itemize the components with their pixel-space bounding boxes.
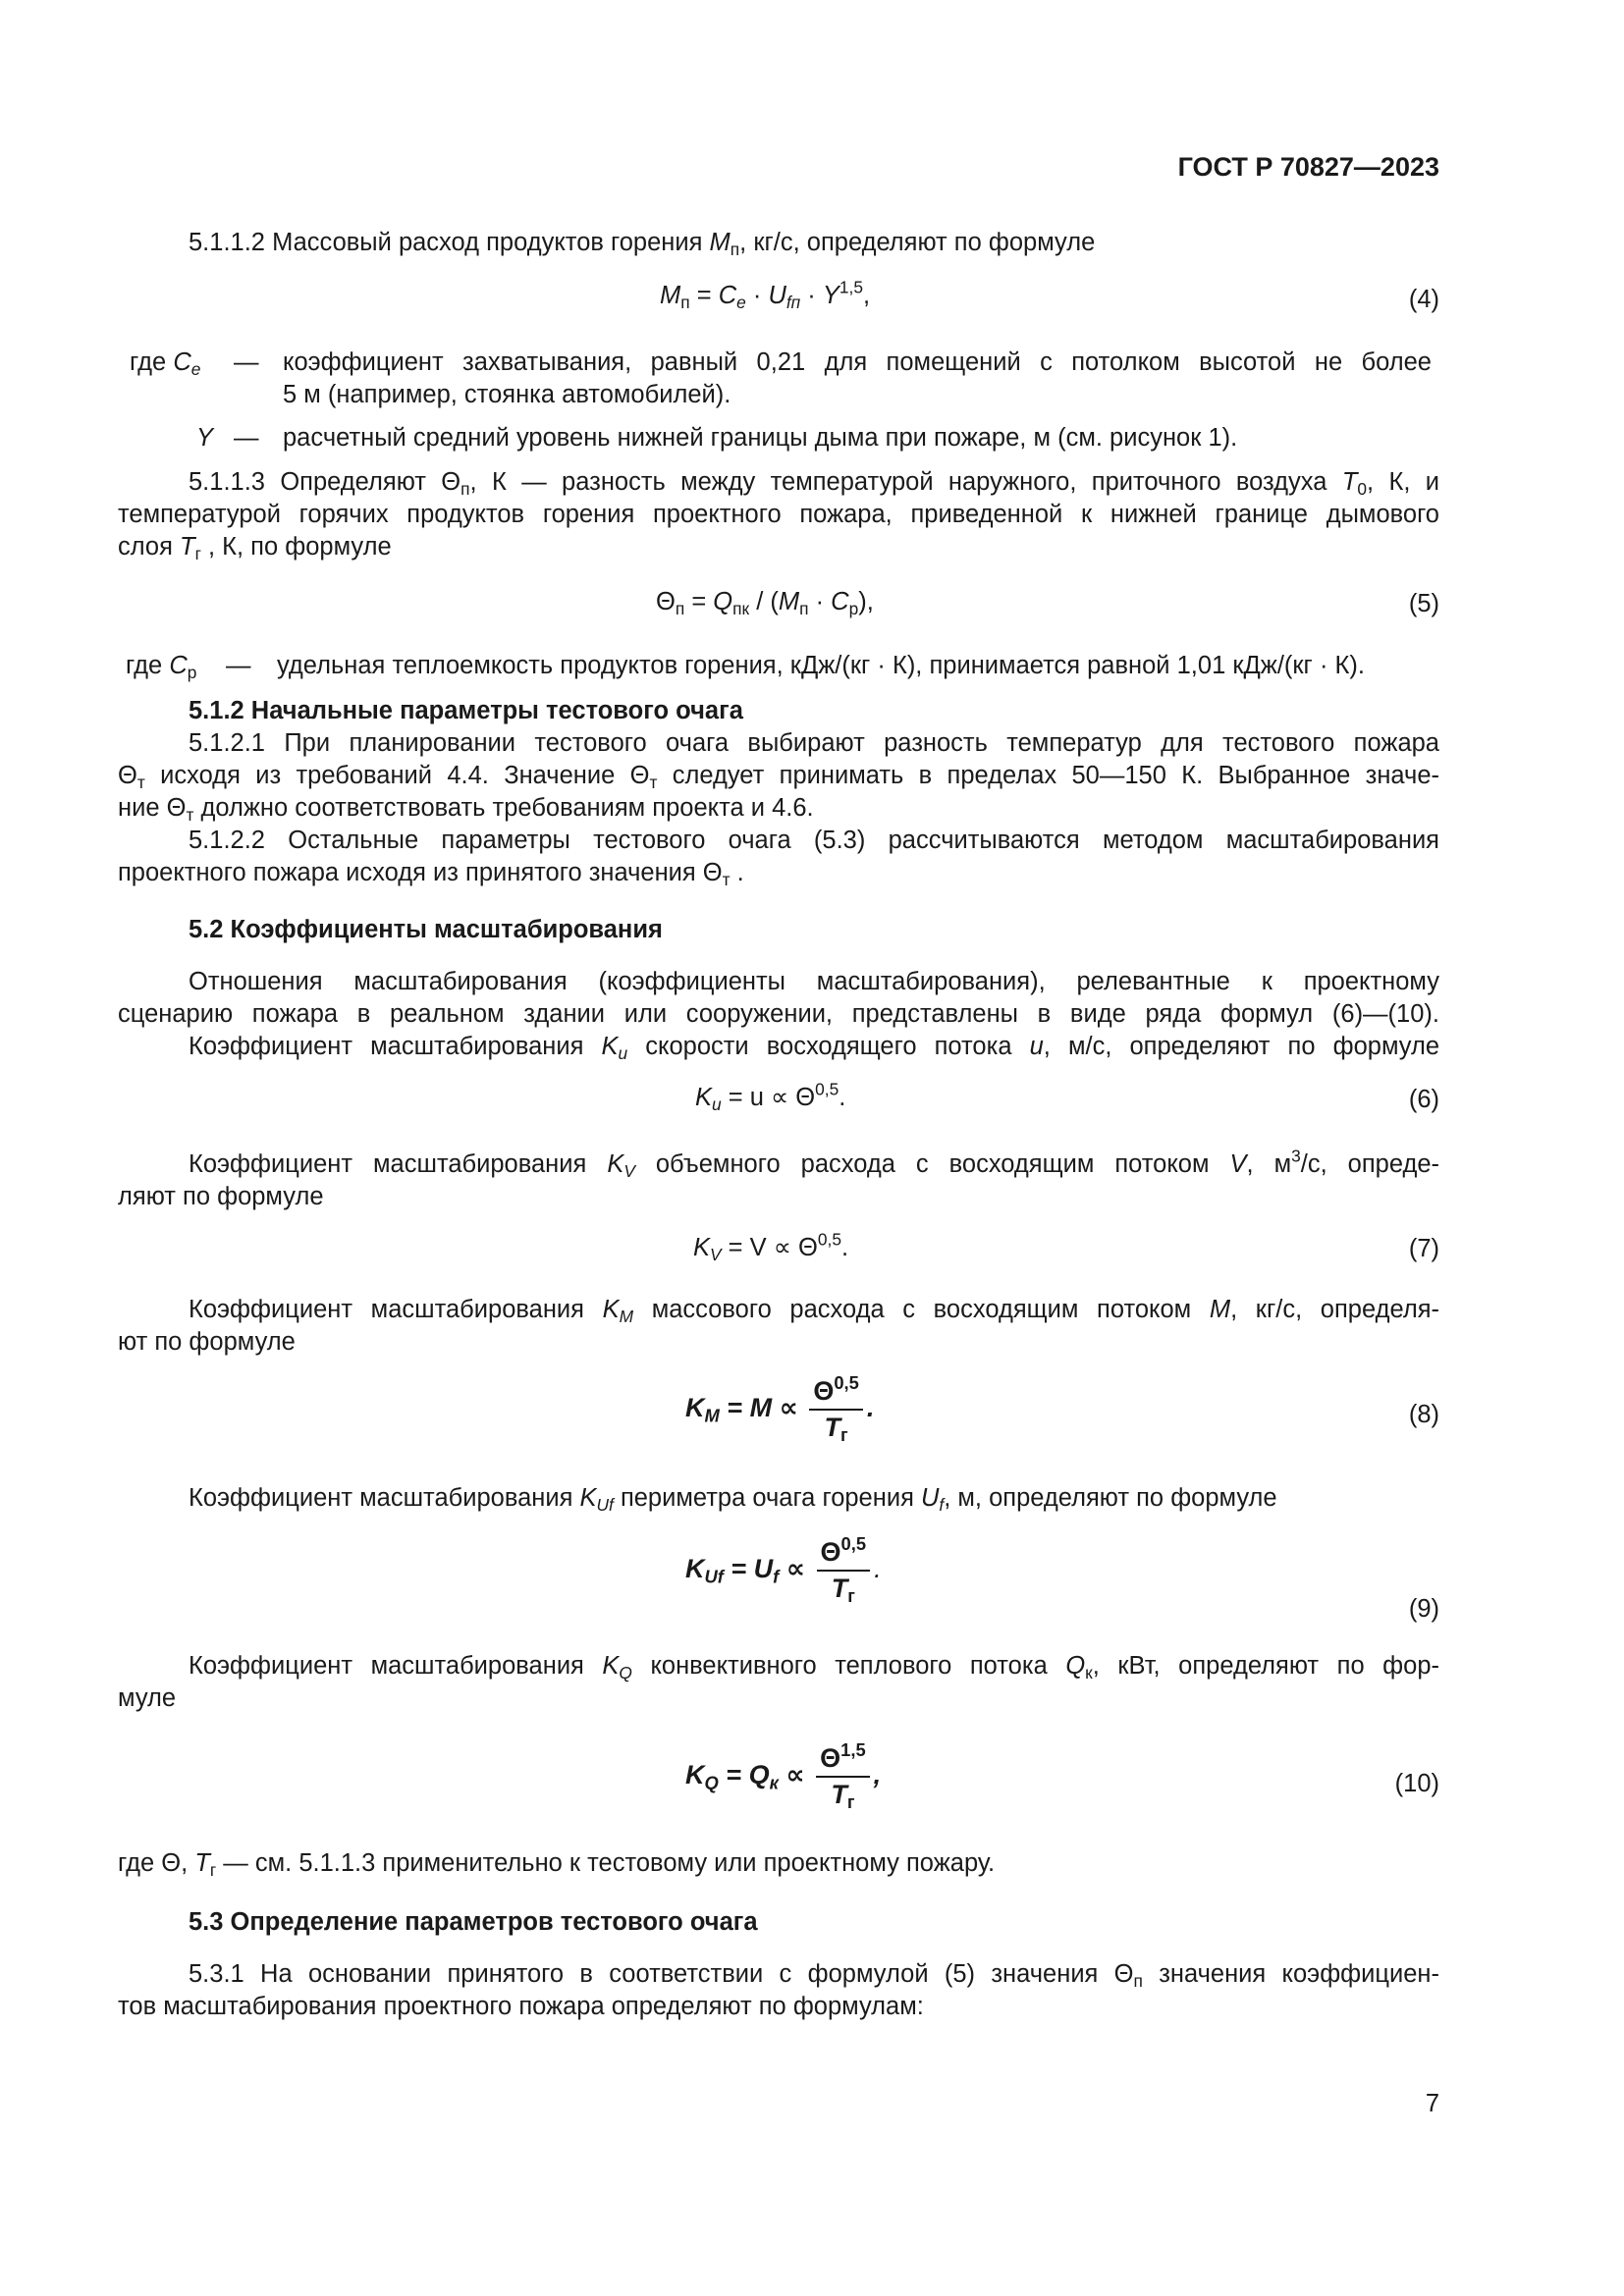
- where-ce-dash: —: [234, 348, 259, 376]
- paragraph-5-2-line-1: Отношения масштабирования (коэффициенты масштабирования), релевантные к проектному: [189, 968, 1439, 995]
- paragraph-5-1-1-3-line-2: температурой горячих продуктов горения проектного пожара, приведенной к нижней границе дымового: [118, 501, 1439, 528]
- heading-5-3: 5.3 Определение параметров тестового очага: [189, 1908, 758, 1936]
- formula-7-number: (7): [1408, 1235, 1439, 1262]
- formula-4: $M_п = C_e \cdot U_{fп} \cdot Y^{1,5}$,: [660, 277, 871, 312]
- where-y-text: расчетный средний уровень нижней границы дыма при пожаре, м (см. рисунок 1).: [283, 424, 1238, 452]
- page-number: 7: [1425, 2090, 1439, 2117]
- where-cp-text: удельная теплоемкость продуктов горения, кДж/(кг · К), принимается равной 1,01 кДж/(кг · К).: [277, 652, 1365, 679]
- formula-9: $K_{Uf} = U_f$ ∝ $\frac{\Theta^{0,5}}{T_г}$ .: [685, 1532, 882, 1607]
- formula-10: $K_Q = Q_к$ ∝ $\frac{\Theta^{1,5}}{T_г}$ ,: [685, 1738, 882, 1813]
- paragraph-5-1-2-1-line-3: ние $\Theta_т$ должно соответствовать требованиям проекта и 4.6.: [118, 794, 814, 825]
- paragraph-km-intro-line-2: ют по формуле: [118, 1328, 296, 1356]
- paragraph-kuf-intro: Коэффициент масштабирования $K_{Uf}$ периметра очага горения $U_f$, м, определяют по формуле: [189, 1484, 1277, 1515]
- formula-8-fraction: $\frac{\Theta^{0,5}}{T_г}$: [809, 1376, 863, 1443]
- paragraph-5-2-line-2: сценарию пожара в реальном здании или сооружении, представлены в виде ряда формул (6)—(10).: [118, 1000, 1439, 1028]
- where-cp-dash: —: [226, 652, 251, 679]
- paragraph-kq-intro-line-2: муле: [118, 1684, 177, 1712]
- heading-5-2: 5.2 Коэффициенты масштабирования: [189, 916, 663, 943]
- paragraph-ku-intro: Коэффициент масштабирования $K_u$ скорости восходящего потока u, м/с, определяют по формуле: [189, 1033, 1440, 1063]
- formula-8-number: (8): [1408, 1401, 1439, 1428]
- formula-8: $K_M = M$ ∝ $\frac{\Theta^{0,5}}{T_г}$ .: [685, 1371, 875, 1446]
- formula-6: $K_u = u \propto \Theta^{0,5}$.: [695, 1079, 846, 1114]
- formula-10-fraction: $\frac{\Theta^{1,5}}{T_г}$: [816, 1743, 870, 1810]
- paragraph-5-1-1-3-line-3: слоя $T_г$ , К, по формуле: [118, 533, 392, 563]
- paragraph-kq-intro-line-1: Коэффициент масштабирования $K_Q$ конвективного теплового потока $Q_к$, кВт, определяют по фор-: [189, 1652, 1440, 1682]
- where-cp-term: где $C_p$: [126, 652, 197, 682]
- where-ce-line-1: коэффициент захватывания, равный 0,21 для помещений с потолком высотой не более: [283, 348, 1432, 376]
- formula-4-number: (4): [1408, 286, 1439, 313]
- where-theta-text: где Θ, $T_г$ — см. 5.1.1.3 применительно к тестовому или проектному пожару.: [118, 1849, 996, 1880]
- paragraph-5-1-2-1-line-1: 5.1.2.1 При планировании тестового очага выбирают разность температур для тестового пожара: [189, 729, 1439, 757]
- document-code: ГОСТ Р 70827—2023: [1177, 152, 1439, 182]
- formula-9-fraction: $\frac{\Theta^{0,5}}{T_г}$: [817, 1537, 871, 1604]
- paragraph-kv-intro-line-2: ляют по формуле: [118, 1183, 324, 1210]
- formula-9-number: (9): [1408, 1595, 1439, 1623]
- paragraph-5-3-1-line-2: тов масштабирования проектного пожара определяют по формулам:: [118, 1993, 924, 2020]
- paragraph-5-3-1-line-1: 5.3.1 На основании принятого в соответствии с формулой (5) значения $\Theta_п$ значения коэффициен-: [189, 1960, 1439, 1991]
- paragraph-5-1-2-2-line-1: 5.1.2.2 Остальные параметры тестового очага (5.3) рассчитываются методом масштабирования: [189, 827, 1439, 854]
- where-y-dash: —: [234, 424, 259, 452]
- formula-6-number: (6): [1408, 1086, 1439, 1113]
- paragraph-5-1-1-2: 5.1.1.2 Массовый расход продуктов горения $M_п$, кг/с, определяют по формуле: [189, 229, 1096, 259]
- where-ce-term: где $C_e$: [130, 348, 201, 379]
- formula-7: $K_V = V \propto \Theta^{0,5}$.: [693, 1229, 849, 1264]
- formula-5-number: (5): [1408, 590, 1439, 617]
- paragraph-5-1-2-2-line-2: проектного пожара исходя из принятого значения $\Theta_т$ .: [118, 859, 744, 889]
- formula-5: $\Theta_п = Q_{пк} / (M_п \cdot C_p)$,: [656, 588, 874, 618]
- paragraph-km-intro-line-1: Коэффициент масштабирования $K_M$ массового расхода с восходящим потоком M, кг/с, определя-: [189, 1296, 1439, 1326]
- paragraph-5-1-2-1-line-2: $\Theta_т$ исходя из требований 4.4. Значение $\Theta_т$ следует принимать в пределах 50—150 К. Выбранное значе-: [118, 762, 1440, 792]
- paragraph-5-1-1-3-line-1: 5.1.1.3 Определяют $\Theta_п$, К — разность между температурой наружного, приточного воздуха $T_0$, К, и: [189, 468, 1440, 499]
- where-ce-line-2: 5 м (например, стоянка автомобилей).: [283, 381, 731, 408]
- formula-10-number: (10): [1394, 1770, 1439, 1797]
- heading-5-1-2: 5.1.2 Начальные параметры тестового очага: [189, 697, 743, 724]
- where-y-term: Y: [196, 424, 214, 452]
- paragraph-kv-intro-line-1: Коэффициент масштабирования $K_V$ объемного расхода с восходящим потоком V, $м^3/с$, опреде-: [189, 1146, 1440, 1181]
